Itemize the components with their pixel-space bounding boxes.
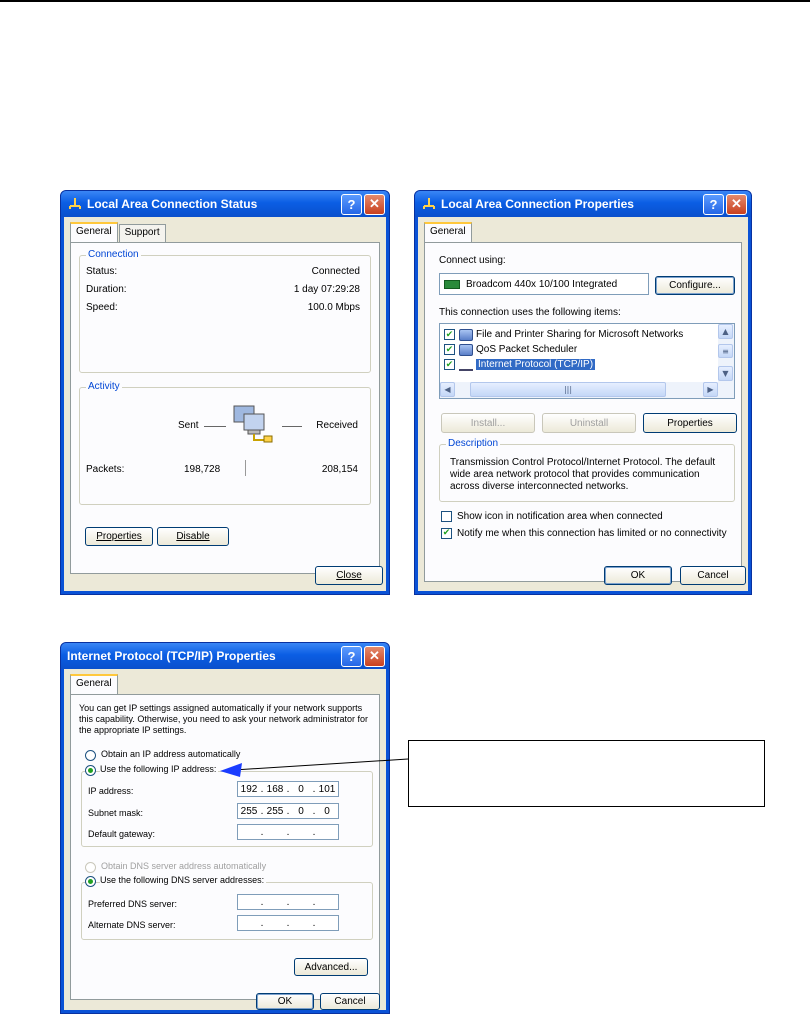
ip-address-label: IP address: — [88, 786, 134, 796]
checkbox[interactable]: ✔ — [445, 359, 454, 369]
description-group — [439, 438, 735, 502]
speed-label: Speed: — [86, 302, 118, 313]
properties-title: Local Area Connection Properties — [441, 197, 634, 211]
status-dialog — [60, 190, 390, 595]
list-item[interactable]: ✔ Internet Protocol (TCP/IP) — [445, 359, 594, 370]
service-icon — [459, 329, 473, 341]
properties-title-bar[interactable] — [415, 191, 751, 217]
network-connection-icon — [67, 196, 83, 212]
close-icon[interactable]: ✕ — [364, 194, 385, 215]
received-line — [282, 426, 302, 427]
properties-button[interactable]: Properties — [643, 413, 737, 433]
sent-label: Sent — [178, 420, 199, 431]
checkbox[interactable]: ✔ — [445, 344, 454, 354]
list-item[interactable]: ✔ File and Printer Sharing for Microsoft Networks — [445, 329, 684, 340]
scroll-thumb[interactable]: ≡ — [718, 344, 733, 358]
adapter-field: Broadcom 440x 10/100 Integrated — [439, 273, 649, 295]
list-item[interactable]: ✔ QoS Packet Scheduler — [445, 344, 578, 355]
tcpip-title: Internet Protocol (TCP/IP) Properties — [67, 649, 276, 663]
subnet-mask-field[interactable]: 255 . 255 . 0 . 0 — [237, 803, 339, 819]
horizontal-scrollbar[interactable] — [440, 382, 734, 398]
tab-general[interactable]: General — [70, 222, 118, 242]
notify-checkbox[interactable]: ✔ — [442, 528, 451, 538]
alternate-dns-field[interactable]: . . . — [237, 915, 339, 931]
description-text: Transmission Control Protocol/Internet Protocol. The default wide area network protocol that provides communication across diverse interconnected networks. — [450, 457, 716, 492]
tab-general[interactable]: General — [70, 674, 118, 694]
cancel-button[interactable]: Cancel — [320, 993, 380, 1010]
packets-label: Packets: — [86, 464, 125, 475]
status-title-bar[interactable] — [61, 191, 389, 217]
preferred-dns-label: Preferred DNS server: — [88, 899, 178, 909]
packets-divider — [245, 460, 246, 476]
show-icon-checkbox[interactable] — [441, 511, 452, 522]
obtain-dns-radio[interactable] — [85, 862, 96, 873]
ok-button[interactable]: OK — [256, 993, 314, 1010]
activity-group — [79, 381, 371, 505]
ok-button[interactable]: OK — [604, 566, 672, 585]
scroll-down-icon[interactable]: ▼ — [718, 366, 733, 381]
tab-support[interactable]: Support — [119, 224, 166, 242]
scroll-up-icon[interactable]: ▲ — [718, 324, 733, 339]
status-title: Local Area Connection Status — [87, 197, 258, 211]
use-ip-radio[interactable] — [85, 765, 96, 776]
help-button[interactable]: ? — [703, 194, 724, 215]
advanced-button[interactable]: Advanced... — [294, 958, 368, 976]
status-value: Connected — [311, 266, 360, 277]
tcpip-dialog — [60, 642, 390, 1014]
show-icon-label: Show icon in notification area when connected — [457, 511, 663, 522]
configure-button[interactable]: Configure... — [655, 276, 735, 295]
connection-group-label: Connection — [88, 249, 139, 260]
connection-group — [79, 249, 371, 373]
dns-group — [81, 875, 373, 940]
install-button[interactable]: Install... — [441, 413, 535, 433]
network-computers-icon — [230, 402, 274, 444]
network-connection-icon — [421, 196, 437, 212]
checkbox[interactable]: ✔ — [445, 329, 454, 339]
properties-general-panel — [424, 242, 742, 582]
properties-button[interactable]: Properties — [85, 527, 153, 546]
preferred-dns-field[interactable]: . . . — [237, 894, 339, 910]
subnet-label: Subnet mask: — [88, 808, 144, 818]
close-icon[interactable]: ✕ — [726, 194, 747, 215]
received-label: Received — [316, 420, 358, 431]
ip-address-field[interactable]: 192 . 168 . 0 . 101 — [237, 781, 339, 797]
scroll-left-icon[interactable]: ◀ — [440, 382, 455, 397]
status-general-panel — [70, 242, 380, 574]
properties-dialog — [414, 190, 752, 595]
status-label: Status: — [86, 266, 118, 277]
duration-label: Duration: — [86, 284, 127, 295]
close-button[interactable]: Close — [315, 566, 383, 585]
notify-label: Notify me when this connection has limited or no connectivity — [457, 528, 727, 539]
speed-value: 100.0 Mbps — [307, 302, 360, 313]
tcpip-title-bar[interactable] — [61, 643, 389, 669]
tcpip-general-panel — [70, 694, 380, 1000]
gateway-field[interactable]: . . . — [237, 824, 339, 840]
components-list[interactable] — [439, 323, 735, 399]
packets-sent-value: 198,728 — [184, 464, 221, 475]
vertical-scrollbar[interactable] — [718, 324, 734, 382]
top-rule — [0, 0, 810, 2]
use-ip-label: Use the following IP address: — [100, 764, 217, 774]
duration-value: 1 day 07:29:28 — [293, 284, 360, 295]
obtain-ip-label: Obtain an IP address automatically — [101, 749, 241, 759]
protocol-icon — [459, 359, 473, 371]
intro-text: You can get IP settings assigned automatically if your network supports this capability. Otherwise, you need to ask your network administrator for the appropriate IP settings. — [79, 703, 368, 735]
use-dns-radio[interactable] — [85, 876, 96, 887]
use-dns-label: Use the following DNS server addresses: — [100, 875, 265, 885]
callout-box — [408, 740, 765, 807]
network-card-icon — [444, 280, 460, 289]
scroll-right-icon[interactable]: ▶ — [703, 382, 718, 397]
obtain-dns-label: Obtain DNS server address automatically — [101, 861, 267, 871]
tab-general[interactable]: General — [424, 222, 472, 242]
gateway-label: Default gateway: — [88, 829, 156, 839]
close-icon[interactable]: ✕ — [364, 646, 385, 667]
packets-received-value: 208,154 — [321, 464, 358, 475]
uninstall-button[interactable]: Uninstall — [542, 413, 636, 433]
cancel-button[interactable]: Cancel — [680, 566, 746, 585]
description-group-label: Description — [448, 438, 499, 449]
help-button[interactable]: ? — [341, 194, 362, 215]
service-icon — [459, 344, 473, 356]
obtain-ip-radio[interactable] — [85, 750, 96, 761]
help-button[interactable]: ? — [341, 646, 362, 667]
sent-line — [204, 426, 226, 427]
alternate-dns-label: Alternate DNS server: — [88, 920, 176, 930]
scroll-thumb[interactable]: ||| — [470, 382, 666, 397]
items-label: This connection uses the following items: — [439, 307, 621, 318]
disable-button[interactable]: Disable — [157, 527, 229, 546]
callout-arrow — [214, 750, 414, 790]
activity-group-label: Activity — [88, 381, 120, 392]
connect-using-label: Connect using: — [439, 255, 506, 266]
